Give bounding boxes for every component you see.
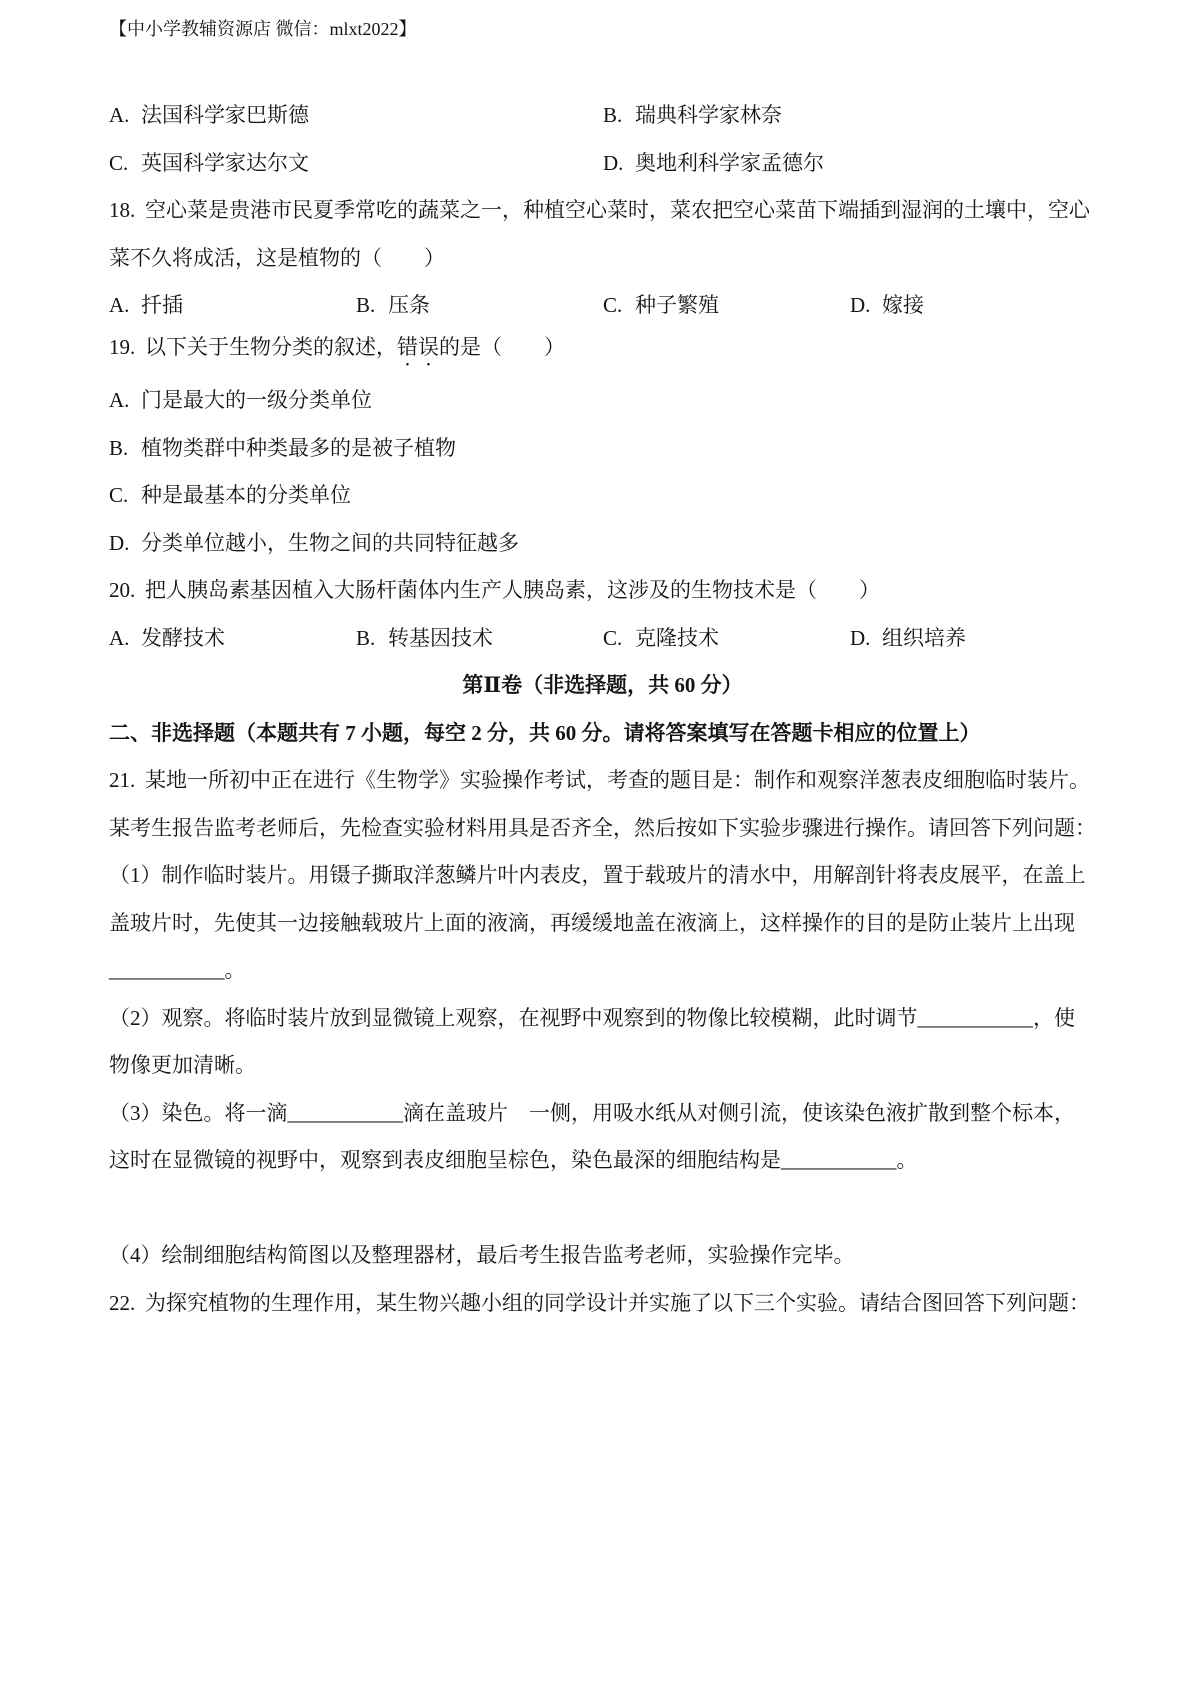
emphasized-word: 错误 (397, 334, 439, 359)
option-label: C. (109, 150, 129, 175)
option-text: 压条 (388, 293, 430, 317)
question-number: 18. (109, 198, 136, 222)
option-label: C. (603, 293, 623, 317)
option-label: D. (850, 293, 871, 317)
option-label: D. (850, 625, 871, 650)
q18-option-a (109, 282, 356, 330)
q17-options-row-2 (109, 140, 1096, 188)
q17-option-a (109, 92, 603, 140)
option-text: 分类单位越小，生物之间的共同特征越多 (141, 530, 519, 555)
question-stem: 某地一所初中正在进行《生物学》实验操作考试，考查的题目是：制作和观察洋葱表皮细胞临时装片。 (145, 768, 1090, 792)
option-label: B. (356, 625, 376, 650)
option-label: D. (109, 530, 130, 555)
question-stem-before: 以下关于生物分类的叙述， (145, 334, 397, 359)
option-text: 植物类群中种类最多的是被子植物 (141, 435, 456, 460)
q20-option-a (109, 615, 356, 663)
option-label: D. (603, 150, 624, 175)
option-text: 组织培养 (882, 625, 966, 650)
option-text: 转基因技术 (388, 625, 493, 650)
answer-space (109, 1185, 1096, 1233)
section-title: 第Ⅱ卷（非选择题，共 60 分） (462, 673, 743, 697)
q21-intro-line-2: 某考生报告监考老师后，先检查实验材料用具是否齐全，然后按如下实验步骤进行操作。请回答下列问题： (109, 815, 1096, 840)
option-text: 奥地利科学家孟德尔 (635, 150, 824, 175)
option-label: A. (109, 103, 130, 127)
option-label: C. (603, 625, 623, 650)
option-text: 嫁接 (882, 293, 924, 317)
question-number: 22. (109, 1290, 136, 1315)
question-stem: 把人胰岛素基因植入大肠杆菌体内生产人胰岛素，这涉及的生物技术是（ ） (145, 578, 880, 602)
question-number: 19. (109, 334, 136, 359)
q21-part-1-line-1: （1）制作临时装片。用镊子撕取洋葱鳞片叶内表皮，置于载玻片的清水中，用解剖针将表皮展平，在盖上 (109, 863, 1086, 887)
q21-part-3-line-1: （3）染色。将一滴___________滴在盖玻片 一侧，用吸水纸从对侧引流，使该染色液扩散到整个标本， (109, 1100, 1075, 1125)
option-text: 扦插 (141, 293, 183, 317)
option-label: B. (109, 435, 129, 460)
q21-part-2-line-2: 物像更加清晰。 (109, 1053, 256, 1077)
q17-option-b (603, 92, 1097, 140)
option-text: 种是最基本的分类单位 (141, 483, 351, 507)
q18-stem-line-2: 菜不久将成活，这是植物的（ ） (109, 245, 445, 270)
option-text: 英国科学家达尔文 (141, 150, 309, 175)
q21-part-1-line-3: ___________。 (109, 958, 246, 982)
section-instruction: 二、非选择题（本题共有 7 小题，每空 2 分，共 60 分。请将答案填写在答题卡相应的位置上） (109, 720, 981, 745)
option-label: A. (109, 388, 130, 412)
q18-option-d (850, 282, 1097, 330)
q22-stem (109, 1280, 1096, 1328)
page-content (109, 92, 1096, 1327)
q19-option-a (109, 377, 1096, 425)
q18-stem-line-1 (109, 187, 1096, 235)
q19-option-d (109, 520, 1096, 568)
q20-option-b (356, 615, 603, 663)
q19-option-c (109, 472, 1096, 520)
q18-options (109, 282, 1096, 330)
question-stem: 为探究植物的生理作用，某生物兴趣小组的同学设计并实施了以下三个实验。请结合图回答下列问题： (145, 1290, 1090, 1315)
option-text: 发酵技术 (141, 625, 225, 650)
q20-option-c (603, 615, 850, 663)
q21-part-3-line-2: 这时在显微镜的视野中，观察到表皮细胞呈棕色，染色最深的细胞结构是___________。 (109, 1148, 918, 1172)
q21-intro-line-1 (109, 757, 1096, 805)
question-number: 20. (109, 578, 136, 602)
option-text: 门是最大的一级分类单位 (141, 388, 372, 412)
q17-option-c (109, 140, 603, 188)
q17-option-d (603, 140, 1097, 188)
option-label: A. (109, 625, 130, 650)
q21-part-1-line-2: 盖玻片时，先使其一边接触载玻片上面的液滴，再缓缓地盖在液滴上，这样操作的目的是防止装片上出现 (109, 910, 1075, 935)
option-label: C. (109, 483, 129, 507)
q20-option-d (850, 615, 1097, 663)
option-label: B. (603, 103, 623, 127)
option-text: 法国科学家巴斯德 (141, 103, 309, 127)
q21-part-2-line-1: （2）观察。将临时装片放到显微镜上观察，在视野中观察到的物像比较模糊，此时调节___________，使 (109, 1005, 1075, 1030)
q19-option-b (109, 425, 1096, 473)
option-label: A. (109, 293, 130, 317)
page-header: 【中小学教辅资源店 微信：mlxt2022】 (109, 19, 417, 39)
question-stem: 空心菜是贵港市民夏季常吃的蔬菜之一，种植空心菜时，菜农把空心菜苗下端插到湿润的土壤中，空心 (145, 198, 1090, 222)
option-text: 瑞典科学家林奈 (635, 103, 782, 127)
question-number: 21. (109, 768, 136, 792)
q20-options (109, 615, 1096, 663)
q18-option-b (356, 282, 603, 330)
option-text: 种子繁殖 (635, 293, 719, 317)
q21-part-4-line-1: （4）绘制细胞结构简图以及整理器材，最后考生报告监考老师，实验操作完毕。 (109, 1243, 855, 1267)
q20-stem (109, 567, 1096, 615)
q18-option-c (603, 282, 850, 330)
q17-options-row-1 (109, 92, 1096, 140)
option-text: 克隆技术 (635, 625, 719, 650)
option-label: B. (356, 293, 376, 317)
question-stem-after: 的是（ ） (439, 334, 565, 359)
q19-stem (109, 324, 1096, 372)
